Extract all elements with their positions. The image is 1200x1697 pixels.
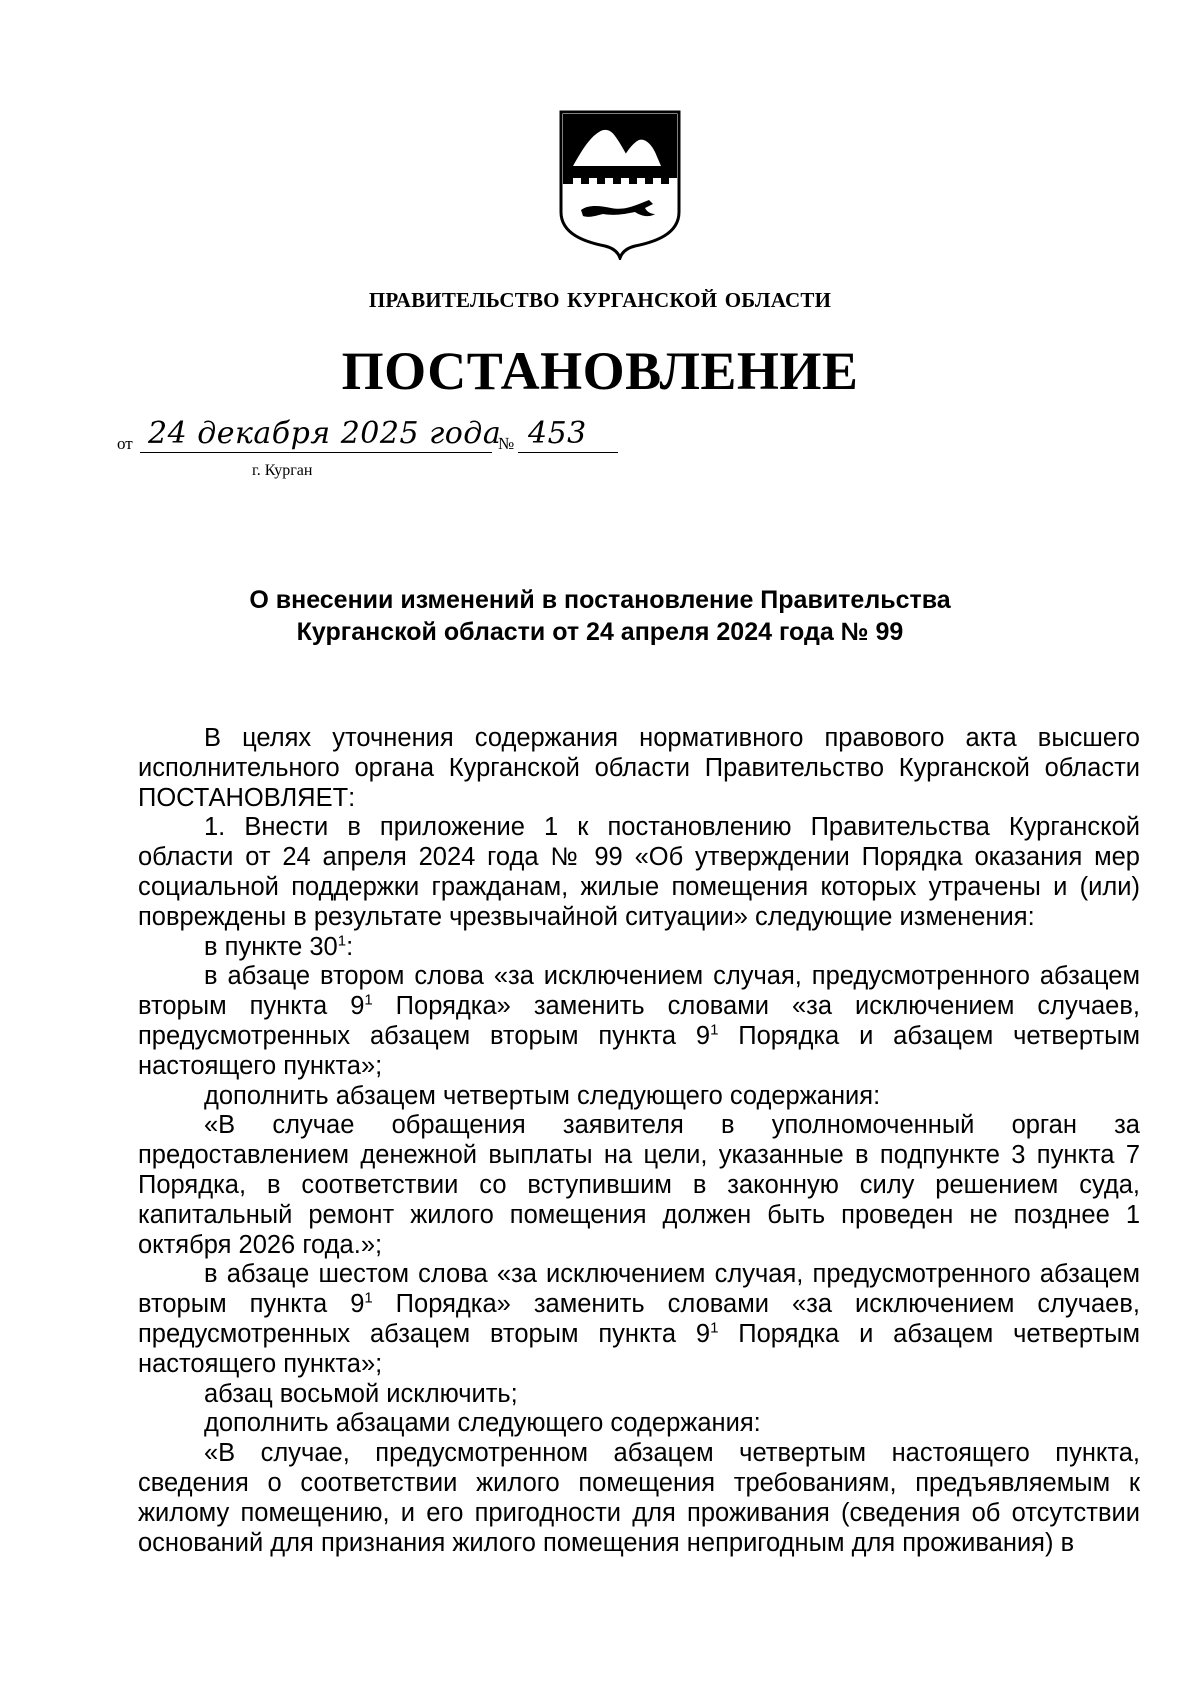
handwritten-number: 453 bbox=[528, 416, 587, 451]
paragraph-quote-2: «В случае, предусмотренном абзацем четвертым настоящего пункта, сведения о соответствии жилого помещения требованиям, предъявляемым к жилому помещению, и его пригодности для проживания (сведения об отсутствии оснований для признания жилого помещения непригодным для проживания) в bbox=[138, 1439, 1140, 1557]
text-segment: в абзаце втором слова «за исключением случая, предусмотренного абзацем вторым пункта 9 bbox=[138, 962, 1140, 1021]
paragraph-sixth-abzac bbox=[138, 1260, 1140, 1379]
coat-of-arms-emblem bbox=[555, 108, 685, 260]
date-from-label: от bbox=[117, 434, 133, 453]
title-line-1: О внесении изменений в постановление Правительства bbox=[249, 586, 951, 614]
paragraph-item-1: 1. Внести в приложение 1 к постановлению Правительства Курганской области от 24 апреля 2024 года № 99 «Об утверждении Порядка оказания мер социальной поддержки гражданам, жилые помещения которых утрачены и (или) повреждены в результате чрезвычайной ситуации» следующие изменения: bbox=[138, 813, 1140, 931]
paragraph-second-abzac bbox=[138, 962, 1140, 1081]
text-segment: Порядка» заменить словами «за исключением случаев, предусмотренных абзацем вторым пункта 9 bbox=[138, 1290, 1140, 1348]
text-segment: Порядка и абзацем четвертым настоящего пункта»; bbox=[138, 1319, 1141, 1378]
text-segment: в пункте 30 bbox=[204, 932, 338, 961]
superscript: 1 bbox=[364, 1289, 373, 1307]
paragraph-add-abzacs: дополнить абзацами следующего содержания: bbox=[204, 1409, 761, 1438]
text-segment: в абзаце шестом слова «за исключением случая, предусмотренного абзацем вторым пункта 9 bbox=[138, 1260, 1140, 1319]
number-underline bbox=[518, 452, 618, 453]
document-body bbox=[138, 724, 1140, 1558]
document-type-heading: ПОСТАНОВЛЕНИЕ bbox=[341, 341, 859, 401]
city-label: г. Курган bbox=[252, 462, 313, 479]
text-segment: Порядка и абзацем четвертым настоящего пункта»; bbox=[138, 1021, 1141, 1080]
number-label: № bbox=[498, 434, 515, 453]
paragraph-exclude-eighth: абзац восьмой исключить; bbox=[204, 1379, 518, 1408]
government-name: ПРАВИТЕЛЬСТВО КУРГАНСКОЙ ОБЛАСТИ bbox=[368, 288, 832, 312]
paragraph-quote-1: «В случае обращения заявителя в уполномоченный орган за предоставлением денежной выплаты на цели, указанные в подпункте 3 пункта 7 Порядка, в соответствии со вступившим в законную силу решением суда, капитальный ремонт жилого помещения должен быть проведен не позднее 1 октября 2026 года.»; bbox=[138, 1111, 1140, 1259]
text-segment: : bbox=[346, 932, 354, 961]
paragraph-point-30-1 bbox=[138, 933, 1140, 963]
superscript: 1 bbox=[710, 1319, 719, 1337]
date-underline bbox=[140, 452, 492, 453]
text-segment: Порядка» заменить словами «за исключением случаев, предусмотренных абзацем вторым пункта 9 bbox=[138, 992, 1140, 1050]
handwritten-date: 24 декабря 2025 года bbox=[148, 416, 502, 451]
superscript: 1 bbox=[337, 932, 347, 950]
superscript: 1 bbox=[710, 1021, 719, 1039]
superscript: 1 bbox=[364, 991, 373, 1009]
paragraph-preamble: В целях уточнения содержания нормативного правового акта высшего исполнительного органа Курганской области Правительство Курганской области ПОСТАНОВЛЯЕТ: bbox=[138, 724, 1140, 812]
document-title bbox=[210, 584, 990, 648]
title-line-2: Курганской области от 24 апреля 2024 года № 99 bbox=[296, 618, 904, 646]
paragraph-add-fourth: дополнить абзацем четвертым следующего содержания: bbox=[204, 1081, 881, 1110]
